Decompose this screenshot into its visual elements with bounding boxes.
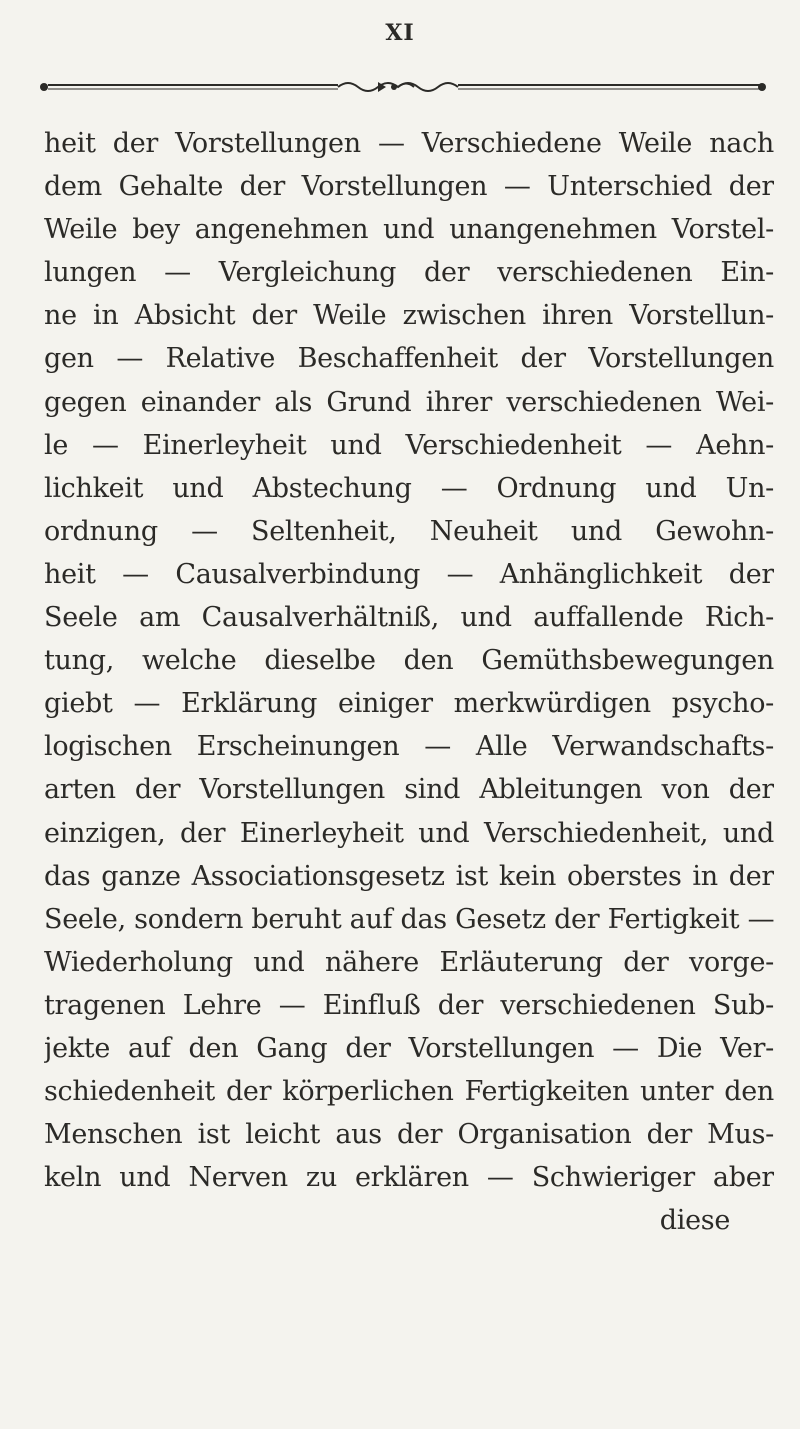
text-line: ordnung — Seltenheit, Neuheit und Gewohn- bbox=[44, 515, 774, 547]
text-line: heit — Causalverbindung — Anhänglichkeit der bbox=[44, 558, 774, 590]
decorative-rule bbox=[38, 78, 768, 100]
body-text bbox=[44, 122, 774, 1242]
text-line: gen — Relative Beschaffenheit der Vorstellungen bbox=[44, 343, 774, 375]
text-line: gegen einander als Grund ihrer verschiedenen Wei- bbox=[44, 386, 774, 418]
page-number: XI bbox=[385, 20, 415, 46]
text-line: Seele am Causalverhältniß, und auffallende Rich- bbox=[44, 602, 774, 634]
text-line: dem Gehalte der Vorstellungen — Unterschied der bbox=[44, 171, 774, 203]
text-line: giebt — Erklärung einiger merkwürdigen psycho- bbox=[44, 688, 774, 720]
text-line: Seele, sondern beruht auf das Gesetz der Fertigkeit — bbox=[44, 903, 774, 935]
text-line: Wiederholung und nähere Erläuterung der vorge- bbox=[44, 946, 774, 978]
text-line: arten der Vorstellungen sind Ableitungen von der bbox=[44, 774, 774, 806]
text-line: tragenen Lehre — Einfluß der verschiedenen Sub- bbox=[44, 989, 774, 1021]
text-line: tung, welche dieselbe den Gemüthsbewegungen bbox=[44, 645, 774, 677]
text-line: logischen Erscheinungen — Alle Verwandschafts- bbox=[44, 731, 774, 763]
text-line: lungen — Vergleichung der verschiedenen Ein- bbox=[44, 257, 774, 289]
text-line: Weile bey angenehmen und unangenehmen Vorstel- bbox=[44, 214, 774, 246]
text-line: das ganze Associationsgesetz ist kein oberstes in der bbox=[44, 860, 774, 892]
text-line: Menschen ist leicht aus der Organisation der Mus- bbox=[44, 1119, 774, 1151]
text-line: einzigen, der Einerleyheit und Verschiedenheit, und bbox=[44, 817, 774, 849]
text-line: schiedenheit der körperlichen Fertigkeiten unter den bbox=[44, 1076, 774, 1108]
text-line: jekte auf den Gang der Vorstellungen — Die Ver- bbox=[44, 1032, 774, 1064]
text-line: lichkeit und Abstechung — Ordnung und Un- bbox=[44, 472, 774, 504]
catchword: diese bbox=[659, 1205, 730, 1237]
text-line: ne in Absicht der Weile zwischen ihren Vorstellun- bbox=[44, 300, 774, 332]
text-line: keln und Nerven zu erklären — Schwieriger aber bbox=[44, 1162, 774, 1194]
text-line: heit der Vorstellungen — Verschiedene Weile nach bbox=[44, 128, 774, 159]
text-line: le — Einerleyheit und Verschiedenheit — Aehn- bbox=[44, 429, 774, 461]
